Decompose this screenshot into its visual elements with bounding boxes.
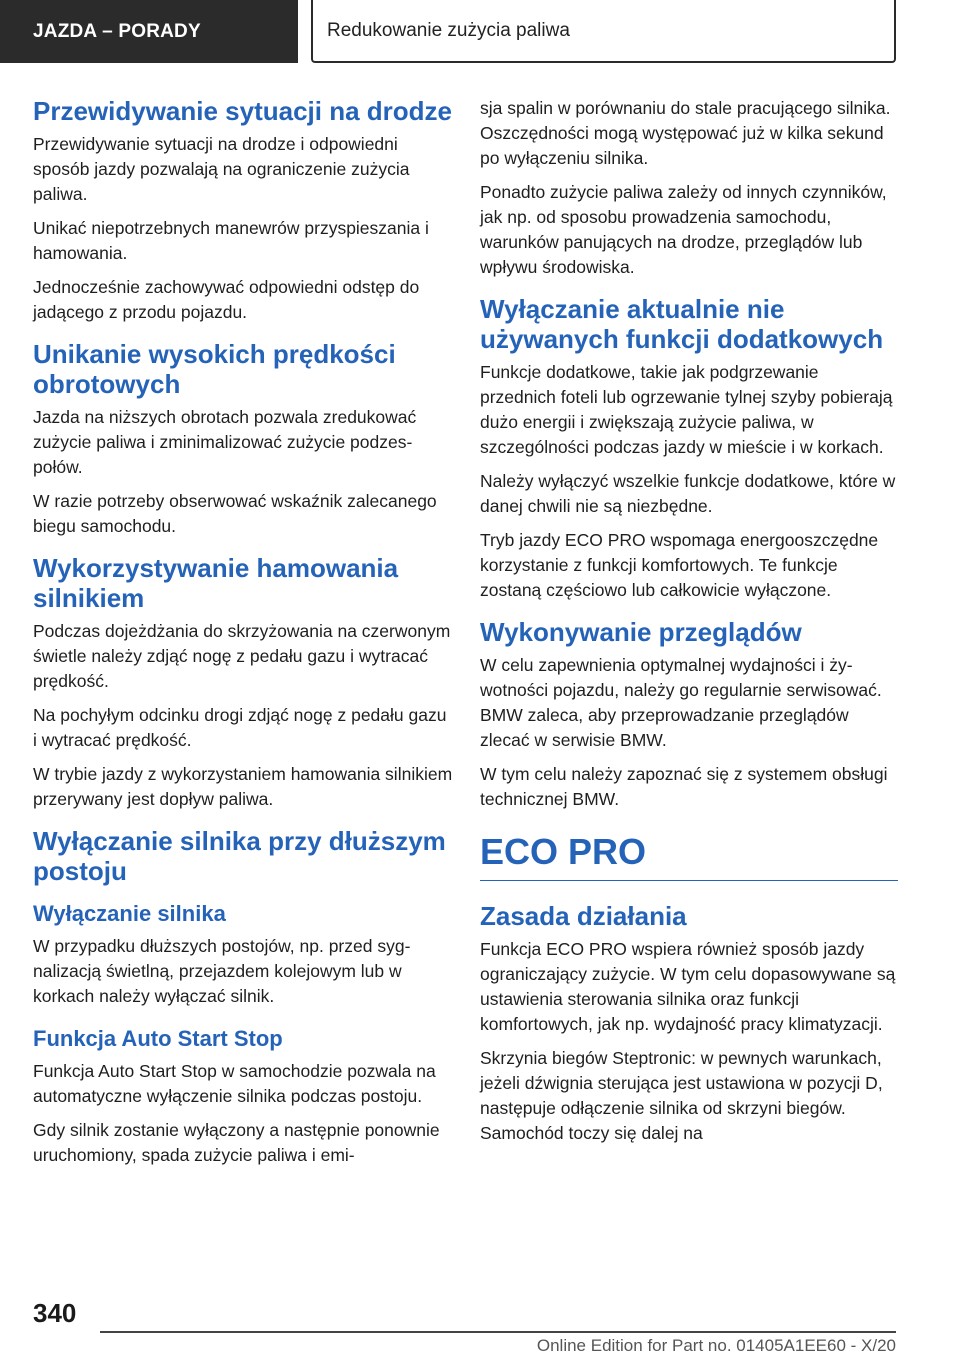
paragraph: W przypadku dłuższych postojów, np. przed sygnalizacją świetlną, przejazdem kolejowym lub w korkach należy wyłączać silnik. [33,936,411,1006]
paragraph: Funkcja ECO PRO wspiera również sposób jazdy ograniczający zużycie. W tym celu dopasowywane są ustawienia sterowania silnika oraz funkcji komfortowych, jak np. wydajność pracy klimatyzacji. [480,939,896,1034]
paragraph: Na pochyłym odcinku drogi zdjąć nogę z pedału gazu i wytracać prędkość. [33,705,447,750]
section-principle [480,901,898,1146]
paragraph: W razie potrzeby obserwować wskaźnik zalecanego biegu samochodu. [33,491,437,536]
paragraph: Funkcje dodatkowe, takie jak podgrzewanie przednich foteli lub ogrzewanie tylnej szyby pobierają dużo energii i zwiększają zużycie paliwa, w szczególności podczas jazdy w mieście i w korkach. [480,362,893,457]
paragraph: Przewidywanie sytuacji na drodze i odpowiedni sposób jazdy pozwalają na ograniczenie zużycia paliwa. [33,134,410,204]
subsection-title: Wyłączanie silnika [33,901,226,926]
section-title: Wyłączanie aktualnie nie używanych funkcji dodatkowych [480,294,884,354]
subsection-title: Funkcja Auto Start Stop [33,1026,283,1051]
paragraph: W celu zapewnienia optymalnej wydajności i żywotności pojazdu, należy go regularnie serwisować. BMW zaleca, aby przeprowadzanie przeglądów zlecać w serwisie BMW. [480,655,882,750]
paragraph: Ponadto zużycie paliwa zależy od innych czynników, jak np. od sposobu prowadzenia samochodu, warunków panujących na drodze, przeglądów lub wpływu środowiska. [480,182,887,277]
chapter-heading [480,830,898,881]
paragraph: Funkcja Auto Start Stop w samochodzie pozwala na automatyczne wyłączenie silnika podczas postoju. [33,1061,436,1106]
paragraph: W trybie jazdy z wykorzystaniem hamowania silnikiem przerywany jest dopływ paliwa. [33,764,453,809]
section-title: Przewidywanie sytuacji na drodze [33,96,453,126]
paragraph: Należy wyłączyć wszelkie funkcje dodatkowe, które w danej chwili nie są niezbędne. [480,471,896,516]
section-title: Wyłączanie silnika przy dłuższym postoju [33,826,446,886]
topic-header [311,0,896,63]
section-title: Wykonywanie przeglądów [480,617,802,647]
section-anticipation [33,96,453,325]
edition-note: Online Edition for Part no. 01405A1EE60 - X/20 [536,1336,896,1355]
section-engine-braking [33,553,453,812]
paragraph: Podczas dojeżdżania do skrzyżowania na czerwonym świetle należy zdjąć nogę z pedału gazu i wytracać prędkość. [33,621,451,691]
page-number: 340 [33,1298,77,1328]
left-column [33,96,453,1182]
paragraph: Gdy silnik zostanie wyłączony a następnie ponownie uruchomiony, spada zużycie paliwa i emi- [33,1120,440,1165]
section-extra-functions [480,294,898,603]
section-high-rpm [33,339,453,539]
chapter-header [0,0,298,63]
right-column [480,96,898,1160]
section-title: Wykorzystywanie hamowania silnikiem [33,553,399,613]
section-title: Unikanie wysokich prędkości obrotowych [33,339,396,399]
paragraph: Unikać niepotrzebnych manewrów przyspieszania i hamowania. [33,218,429,263]
paragraph: Jednocześnie zachowywać odpowiedni odstęp do jadącego z przodu pojazdu. [33,277,420,322]
section-service [480,617,898,812]
topic-header-label: Redukowanie zużycia paliwa [327,19,570,41]
chapter-title: ECO PRO [480,831,647,872]
paragraph: Jazda na niższych obrotach pozwala zredukować zużycie paliwa i zminimalizować zużycie podzespołów. [33,407,417,477]
section-engine-off [33,826,453,1168]
section-title: Zasada działania [480,901,687,931]
chapter-header-label: JAZDA – PORADY [33,20,201,42]
footer-divider [100,1331,896,1333]
paragraph: sja spalin w porównaniu do stale pracującego silnika. Oszczędności mogą występować już w kilka sekund po wyłączeniu silnika. [480,98,891,168]
paragraph: Tryb jazdy ECO PRO wspomaga energooszczędne korzystanie z funkcji komfortowych. Te funkcje zostaną częściowo lub całkowicie wyłączone. [480,530,879,600]
paragraph: Skrzynia biegów Steptronic: w pewnych warunkach, jeżeli dźwignia sterująca jest ustawiona w pozycji D, następuje odłączenie silnika od skrzyni biegów. Samochód toczy się dalej na [480,1048,883,1143]
paragraph: W tym celu należy zapoznać się z systemem obsługi technicznej BMW. [480,764,888,809]
